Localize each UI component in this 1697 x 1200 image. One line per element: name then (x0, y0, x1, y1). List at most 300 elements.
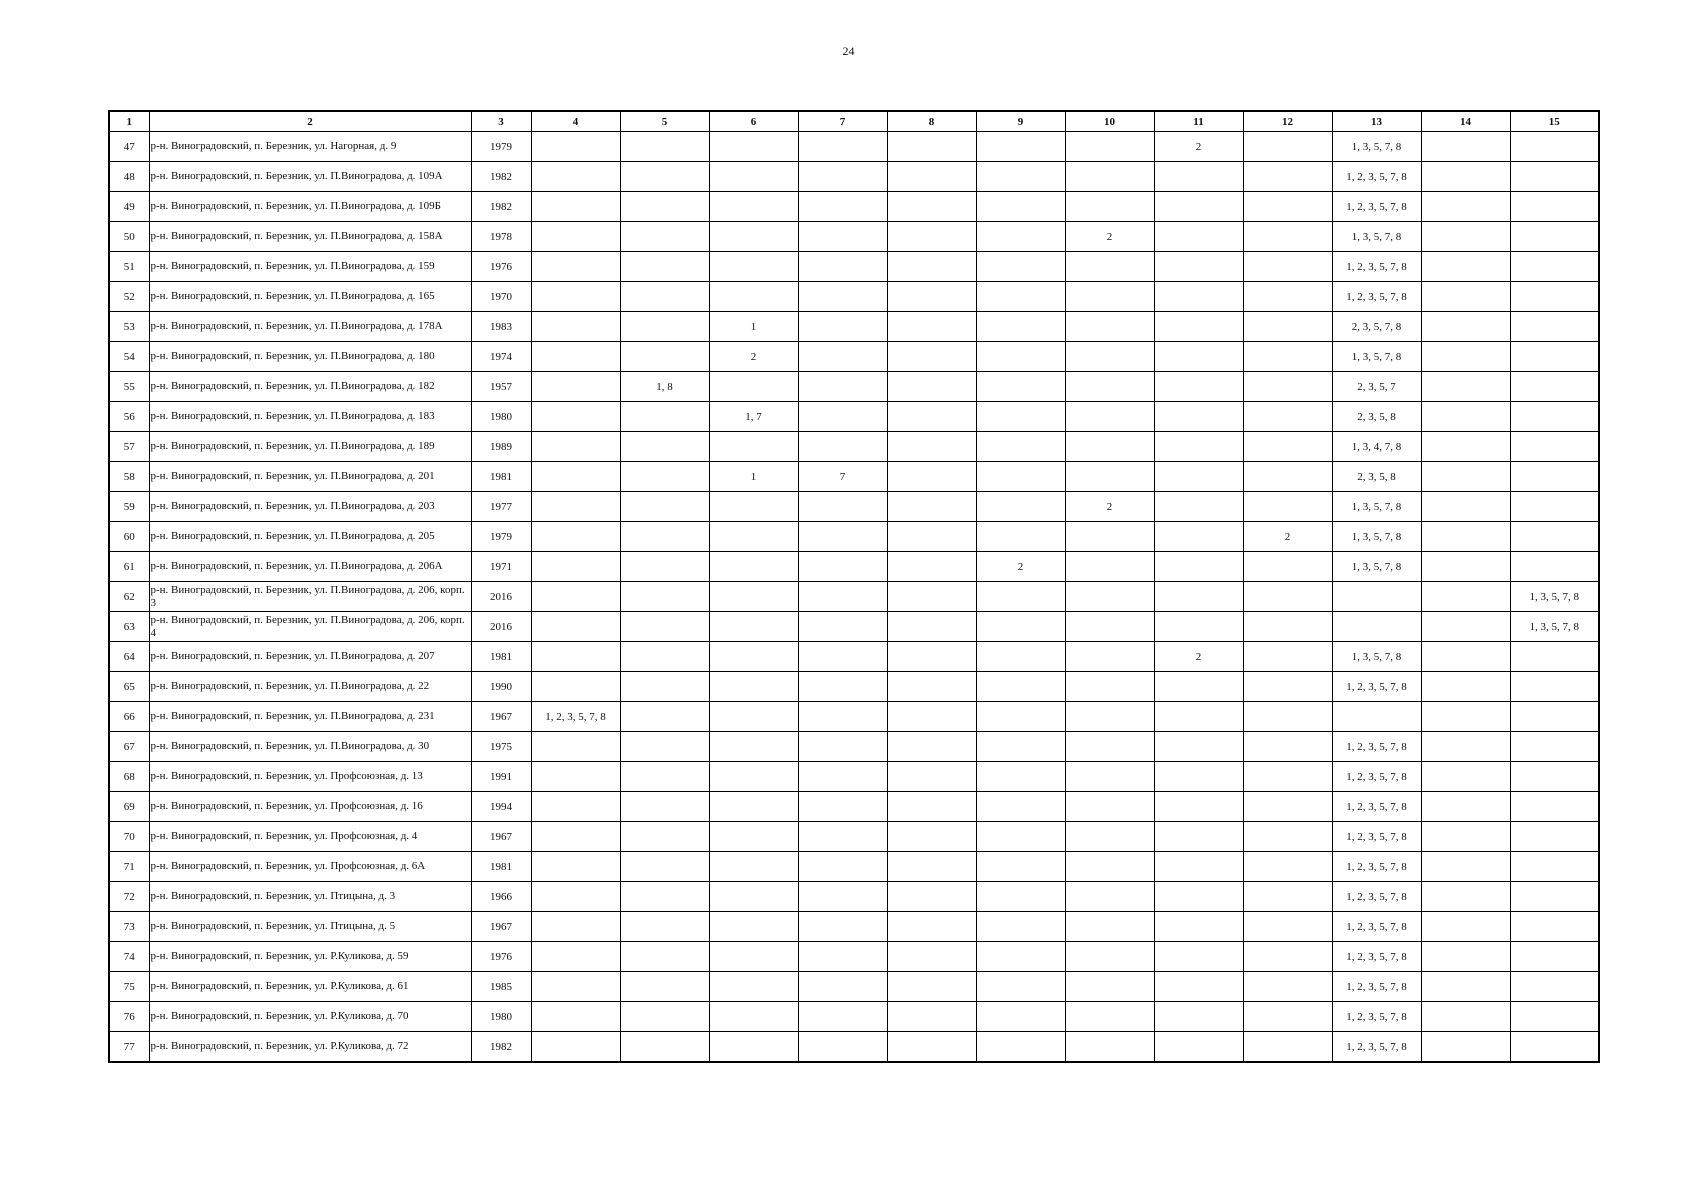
table-row (109, 702, 1599, 732)
table-cell (1065, 852, 1154, 882)
table-cell: 1, 2, 3, 5, 7, 8 (1332, 822, 1421, 852)
table-row (109, 552, 1599, 582)
table-cell (887, 762, 976, 792)
table-cell (1421, 792, 1510, 822)
table-cell: 1981 (471, 852, 531, 882)
table-cell (1154, 462, 1243, 492)
table-cell (1243, 792, 1332, 822)
table-cell (798, 822, 887, 852)
table-cell (1065, 372, 1154, 402)
table-cell (531, 762, 620, 792)
table-cell: 1 (709, 462, 798, 492)
table-cell (620, 252, 709, 282)
table-cell (531, 432, 620, 462)
table-row (109, 852, 1599, 882)
address-cell: р-н. Виноградовский, п. Березник, ул. Птицына, д. 5 (149, 912, 471, 942)
table-cell (1065, 312, 1154, 342)
table-cell (887, 882, 976, 912)
table-cell (620, 312, 709, 342)
table-row (109, 192, 1599, 222)
table-cell (976, 582, 1065, 612)
table-cell (620, 792, 709, 822)
row-number-cell: 53 (109, 312, 149, 342)
table-cell: 1, 3, 5, 7, 8 (1332, 492, 1421, 522)
table-cell: 1, 3, 5, 7, 8 (1332, 132, 1421, 162)
table-cell (1421, 822, 1510, 852)
table-cell (798, 762, 887, 792)
table-cell: 1991 (471, 762, 531, 792)
table-cell: 1, 2, 3, 5, 7, 8 (1332, 852, 1421, 882)
table-cell (1243, 762, 1332, 792)
table-row (109, 162, 1599, 192)
table-cell (1510, 792, 1599, 822)
table-row (109, 642, 1599, 672)
table-cell (1510, 552, 1599, 582)
address-cell: р-н. Виноградовский, п. Березник, ул. П.Виноградова, д. 206А (149, 552, 471, 582)
table-cell (620, 582, 709, 612)
table-cell (1421, 432, 1510, 462)
table-cell (620, 432, 709, 462)
table-cell (1510, 822, 1599, 852)
row-number-cell: 63 (109, 612, 149, 642)
table-cell: 1967 (471, 702, 531, 732)
table-cell (531, 372, 620, 402)
table-cell (1243, 132, 1332, 162)
table-cell (976, 792, 1065, 822)
table-cell (1154, 792, 1243, 822)
table-cell: 1967 (471, 822, 531, 852)
table-cell: 1, 3, 5, 7, 8 (1332, 522, 1421, 552)
table-cell (798, 522, 887, 552)
table-cell (1065, 822, 1154, 852)
table-cell (1065, 882, 1154, 912)
table-cell (798, 672, 887, 702)
row-number-cell: 47 (109, 132, 149, 162)
table-cell (1065, 642, 1154, 672)
table-cell: 2 (1154, 132, 1243, 162)
table-cell (976, 642, 1065, 672)
row-number-cell: 48 (109, 162, 149, 192)
table-cell (531, 972, 620, 1002)
address-cell: р-н. Виноградовский, п. Березник, ул. Профсоюзная, д. 13 (149, 762, 471, 792)
address-cell: р-н. Виноградовский, п. Березник, ул. П.Виноградова, д. 205 (149, 522, 471, 552)
table-cell (798, 222, 887, 252)
table-cell: 1982 (471, 192, 531, 222)
table-cell (1510, 1002, 1599, 1032)
table-cell (798, 792, 887, 822)
table-cell (1421, 402, 1510, 432)
table-cell (531, 522, 620, 552)
table-row (109, 942, 1599, 972)
row-number-cell: 72 (109, 882, 149, 912)
table-cell (620, 282, 709, 312)
table-cell (531, 672, 620, 702)
table-cell (887, 612, 976, 642)
table-cell (1243, 672, 1332, 702)
column-header: 1 (109, 111, 149, 132)
table-cell (709, 882, 798, 912)
address-cell: р-н. Виноградовский, п. Березник, ул. П.Виноградова, д. 183 (149, 402, 471, 432)
table-cell: 1970 (471, 282, 531, 312)
table-cell (887, 162, 976, 192)
table-cell (1421, 732, 1510, 762)
table-cell (1243, 822, 1332, 852)
table-cell (976, 132, 1065, 162)
table-cell (1065, 342, 1154, 372)
table-cell (1332, 702, 1421, 732)
table-cell (1154, 222, 1243, 252)
table-cell: 1, 3, 5, 7, 8 (1332, 552, 1421, 582)
table-cell (1421, 942, 1510, 972)
table-cell (709, 282, 798, 312)
table-cell (1243, 882, 1332, 912)
table-cell (1154, 612, 1243, 642)
table-cell (1510, 222, 1599, 252)
table-cell (1421, 492, 1510, 522)
table-header-row (109, 111, 1599, 132)
table-cell (1421, 282, 1510, 312)
table-cell (1421, 162, 1510, 192)
table-cell (798, 942, 887, 972)
table-cell (709, 942, 798, 972)
table-cell (798, 492, 887, 522)
row-number-cell: 76 (109, 1002, 149, 1032)
table-cell (531, 582, 620, 612)
table-cell (531, 912, 620, 942)
table-cell (1065, 972, 1154, 1002)
table-cell (1510, 192, 1599, 222)
table-cell (1154, 252, 1243, 282)
table-row (109, 612, 1599, 642)
address-cell: р-н. Виноградовский, п. Березник, ул. П.Виноградова, д. 180 (149, 342, 471, 372)
table-cell (531, 552, 620, 582)
table-cell (1243, 852, 1332, 882)
table-cell (976, 492, 1065, 522)
table-cell: 2, 3, 5, 8 (1332, 402, 1421, 432)
table-cell (1065, 912, 1154, 942)
table-row (109, 672, 1599, 702)
table-cell (887, 432, 976, 462)
table-cell (1510, 522, 1599, 552)
table-cell (1065, 162, 1154, 192)
table-cell (976, 762, 1065, 792)
table-cell (620, 1002, 709, 1032)
table-cell (1243, 192, 1332, 222)
table-cell (887, 252, 976, 282)
table-cell (531, 342, 620, 372)
table-cell: 1979 (471, 522, 531, 552)
table-cell (620, 492, 709, 522)
address-cell: р-н. Виноградовский, п. Березник, ул. П.Виноградова, д. 158А (149, 222, 471, 252)
table-cell: 2016 (471, 612, 531, 642)
row-number-cell: 75 (109, 972, 149, 1002)
table-cell: 1, 2, 3, 5, 7, 8 (1332, 252, 1421, 282)
row-number-cell: 52 (109, 282, 149, 312)
data-table (108, 110, 1600, 1063)
table-cell (620, 912, 709, 942)
table-cell: 1975 (471, 732, 531, 762)
table-cell (620, 672, 709, 702)
table-cell (798, 882, 887, 912)
column-header: 13 (1332, 111, 1421, 132)
table-cell (531, 1002, 620, 1032)
table-cell: 2 (1154, 642, 1243, 672)
table-cell (1243, 642, 1332, 672)
table-cell (709, 132, 798, 162)
table-cell (1065, 462, 1154, 492)
table-cell (798, 702, 887, 732)
row-number-cell: 74 (109, 942, 149, 972)
table-cell (1421, 1032, 1510, 1063)
address-cell: р-н. Виноградовский, п. Березник, ул. П.Виноградова, д. 30 (149, 732, 471, 762)
table-cell: 1974 (471, 342, 531, 372)
table-cell (1065, 552, 1154, 582)
table-row (109, 492, 1599, 522)
table-cell: 1976 (471, 942, 531, 972)
table-cell (531, 942, 620, 972)
table-row (109, 372, 1599, 402)
table-cell: 2, 3, 5, 7 (1332, 372, 1421, 402)
table-cell (531, 312, 620, 342)
table-row (109, 132, 1599, 162)
table-cell (798, 342, 887, 372)
table-cell: 1978 (471, 222, 531, 252)
table-cell: 2 (976, 552, 1065, 582)
table-cell (1510, 852, 1599, 882)
table-cell: 1, 2, 3, 5, 7, 8 (1332, 162, 1421, 192)
table-cell (1154, 882, 1243, 912)
table-cell (709, 822, 798, 852)
table-cell (1510, 702, 1599, 732)
table-cell (1510, 1032, 1599, 1063)
table-cell (709, 582, 798, 612)
table-cell: 1, 7 (709, 402, 798, 432)
table-cell (620, 402, 709, 432)
table-cell (1065, 432, 1154, 462)
table-cell (1065, 732, 1154, 762)
table-cell: 1, 8 (620, 372, 709, 402)
table-row (109, 972, 1599, 1002)
table-row (109, 522, 1599, 552)
table-cell (976, 222, 1065, 252)
table-cell: 1971 (471, 552, 531, 582)
table-cell (1154, 672, 1243, 702)
table-cell (798, 162, 887, 192)
table-cell (798, 582, 887, 612)
table-row (109, 402, 1599, 432)
table-cell (887, 702, 976, 732)
table-row (109, 732, 1599, 762)
table-cell (976, 282, 1065, 312)
table-cell: 2 (1243, 522, 1332, 552)
table-cell (976, 462, 1065, 492)
table-cell: 1994 (471, 792, 531, 822)
table-cell: 1980 (471, 1002, 531, 1032)
row-number-cell: 64 (109, 642, 149, 672)
table-cell: 1, 2, 3, 5, 7, 8 (1332, 672, 1421, 702)
table-cell: 1977 (471, 492, 531, 522)
table-cell: 7 (798, 462, 887, 492)
table-cell (1243, 612, 1332, 642)
table-cell: 1, 2, 3, 5, 7, 8 (1332, 762, 1421, 792)
address-cell: р-н. Виноградовский, п. Березник, ул. Птицына, д. 3 (149, 882, 471, 912)
table-cell (887, 1032, 976, 1063)
table-cell (1243, 252, 1332, 282)
table-cell (1510, 492, 1599, 522)
table-cell (887, 642, 976, 672)
table-cell: 2, 3, 5, 8 (1332, 462, 1421, 492)
row-number-cell: 71 (109, 852, 149, 882)
table-cell (531, 162, 620, 192)
table-cell: 1, 3, 5, 7, 8 (1332, 222, 1421, 252)
column-header: 7 (798, 111, 887, 132)
table-cell: 2 (1065, 492, 1154, 522)
table-cell: 1983 (471, 312, 531, 342)
table-cell (620, 732, 709, 762)
table-cell (709, 162, 798, 192)
table-cell: 1, 2, 3, 5, 7, 8 (1332, 732, 1421, 762)
table-cell: 1 (709, 312, 798, 342)
table-cell (798, 972, 887, 1002)
table-cell (1154, 852, 1243, 882)
table-cell (531, 732, 620, 762)
table-cell (1154, 492, 1243, 522)
table-cell (620, 192, 709, 222)
table-cell (1154, 552, 1243, 582)
column-header: 8 (887, 111, 976, 132)
table-cell (976, 942, 1065, 972)
row-number-cell: 58 (109, 462, 149, 492)
row-number-cell: 62 (109, 582, 149, 612)
row-number-cell: 69 (109, 792, 149, 822)
table-cell (887, 492, 976, 522)
table-cell: 1, 2, 3, 5, 7, 8 (1332, 1032, 1421, 1063)
table-cell (620, 1032, 709, 1063)
table-cell: 1967 (471, 912, 531, 942)
table-cell (1510, 342, 1599, 372)
table-cell (887, 372, 976, 402)
row-number-cell: 70 (109, 822, 149, 852)
table-cell (976, 852, 1065, 882)
table-cell (1154, 312, 1243, 342)
address-cell: р-н. Виноградовский, п. Березник, ул. П.Виноградова, д. 206, корп. 4 (149, 612, 471, 642)
table-cell (798, 612, 887, 642)
table-cell (976, 672, 1065, 702)
table-cell (887, 132, 976, 162)
table-cell (1065, 672, 1154, 702)
table-cell (1510, 282, 1599, 312)
table-cell (887, 462, 976, 492)
table-cell (1243, 162, 1332, 192)
table-cell (887, 912, 976, 942)
table-cell (1421, 462, 1510, 492)
table-cell (1421, 522, 1510, 552)
table-cell (1065, 1032, 1154, 1063)
table-cell (1154, 1032, 1243, 1063)
table-cell (531, 462, 620, 492)
column-header: 9 (976, 111, 1065, 132)
column-header: 5 (620, 111, 709, 132)
table-cell (620, 612, 709, 642)
table-cell (1510, 942, 1599, 972)
table-cell (531, 612, 620, 642)
address-cell: р-н. Виноградовский, п. Березник, ул. П.Виноградова, д. 203 (149, 492, 471, 522)
table-cell (709, 672, 798, 702)
address-cell: р-н. Виноградовский, п. Березник, ул. Р.Куликова, д. 72 (149, 1032, 471, 1063)
table-cell (620, 702, 709, 732)
row-number-cell: 56 (109, 402, 149, 432)
table-cell (976, 1002, 1065, 1032)
table-cell (709, 852, 798, 882)
row-number-cell: 54 (109, 342, 149, 372)
table-cell (709, 432, 798, 462)
table-row (109, 1002, 1599, 1032)
table-cell (976, 402, 1065, 432)
table-cell (1421, 192, 1510, 222)
table-cell (1510, 912, 1599, 942)
table-cell (531, 192, 620, 222)
table-cell (798, 1002, 887, 1032)
table-cell (620, 222, 709, 252)
table-cell (1421, 222, 1510, 252)
table-cell (798, 642, 887, 672)
table-cell (887, 192, 976, 222)
table-cell (1421, 582, 1510, 612)
table-row (109, 882, 1599, 912)
table-cell: 1, 3, 5, 7, 8 (1332, 642, 1421, 672)
address-cell: р-н. Виноградовский, п. Березник, ул. П.Виноградова, д. 159 (149, 252, 471, 282)
table-cell (1154, 162, 1243, 192)
table-cell: 1, 3, 5, 7, 8 (1332, 342, 1421, 372)
table-cell (1421, 852, 1510, 882)
table-cell (1243, 972, 1332, 1002)
table-cell: 1982 (471, 162, 531, 192)
table-cell (976, 1032, 1065, 1063)
table-cell (887, 972, 976, 1002)
table-row (109, 762, 1599, 792)
row-number-cell: 55 (109, 372, 149, 402)
table-cell (1154, 582, 1243, 612)
table-cell: 2 (709, 342, 798, 372)
table-cell (1065, 612, 1154, 642)
row-number-cell: 67 (109, 732, 149, 762)
table-cell (1154, 192, 1243, 222)
table-cell (887, 672, 976, 702)
table-cell: 1, 2, 3, 5, 7, 8 (531, 702, 620, 732)
table-cell (1154, 702, 1243, 732)
table-cell: 1, 2, 3, 5, 7, 8 (1332, 912, 1421, 942)
table-cell (1421, 702, 1510, 732)
table-cell (1154, 732, 1243, 762)
table-cell (620, 642, 709, 672)
table-cell (1154, 402, 1243, 432)
table-cell (1510, 672, 1599, 702)
table-cell (798, 1032, 887, 1063)
table-row (109, 912, 1599, 942)
table-cell (887, 282, 976, 312)
table-cell (798, 552, 887, 582)
table-cell (531, 282, 620, 312)
row-number-cell: 66 (109, 702, 149, 732)
address-cell: р-н. Виноградовский, п. Березник, ул. П.Виноградова, д. 178А (149, 312, 471, 342)
row-number-cell: 65 (109, 672, 149, 702)
table-cell (798, 312, 887, 342)
table-cell (1154, 912, 1243, 942)
table-cell (1065, 792, 1154, 822)
table-cell (620, 852, 709, 882)
address-cell: р-н. Виноградовский, п. Березник, ул. Р.Куликова, д. 59 (149, 942, 471, 972)
table-cell (1065, 192, 1154, 222)
